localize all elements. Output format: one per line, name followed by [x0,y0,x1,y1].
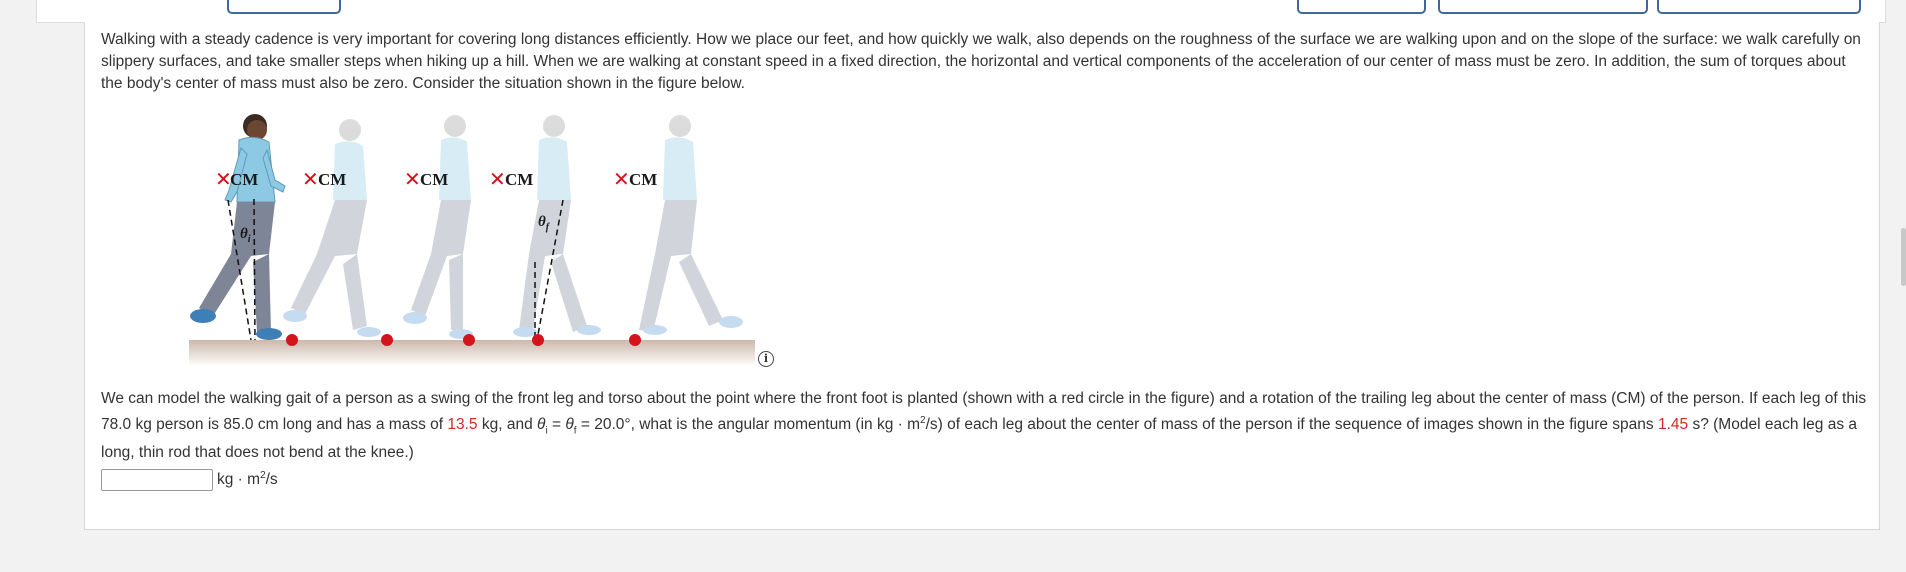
time-value: 1.45 [1657,416,1689,434]
svg-text:✕: ✕ [215,167,232,191]
header-strip [36,0,1886,23]
toolbar-button-3[interactable] [1438,0,1648,14]
pivot-dot [286,334,298,346]
walking-figure [185,104,755,366]
cm-marker-4 [489,167,533,191]
question-paragraph: We can model the walking gait of a person as a swing of the front leg and torso about the point where the front foot is planted (shown with a red circle in the figure) and a rotation of the trailing leg about the center of mass (CM) of the person. If each leg of this 78.0 kg person is 85.0 cm long and has a mass of 13.5 kg, and $\theta_i = \theta_f = 20.0^\circ$, what is the angular momentum (in kg · $m^2/s$) of each leg about the center of mass of the person if the sequence of images shown in the figure spans 1.45 s? (Model each leg as a long, thin rod that does not bend at the knee.) [101,390,1867,462]
toolbar-button-2[interactable] [1297,0,1426,14]
cm-marker-2 [302,167,346,191]
answer-unit: kg · $m^2/s$ [217,470,278,489]
toolbar-button-1[interactable] [227,0,341,14]
svg-text:CM: CM [230,170,259,189]
theta-f-label: $\theta_f$ [538,214,550,233]
svg-text:✕: ✕ [489,167,506,191]
vertical-reference-line-i [254,199,255,340]
info-icon[interactable]: i [758,351,774,367]
walker-frame-1 [190,114,285,340]
pivot-dot [463,334,475,346]
svg-text:✕: ✕ [404,167,421,191]
pivot-dot [532,334,544,346]
pivot-dot [629,334,641,346]
svg-text:✕: ✕ [302,167,319,191]
answer-row [101,468,278,492]
svg-text:CM: CM [505,170,534,189]
svg-text:CM: CM [318,170,347,189]
scrollbar-thumb[interactable] [1901,228,1906,286]
answer-input[interactable] [101,469,213,491]
svg-text:CM: CM [420,170,449,189]
toolbar-button-4[interactable] [1657,0,1861,14]
pivot-dot [381,334,393,346]
cm-marker-5 [613,167,657,191]
walker-frame-3 [403,115,473,339]
intro-paragraph: Walking with a steady cadence is very important for covering long distances efficiently. How we place our feet, and how quickly we walk, also depends on the roughness of the surface we are walking upon and on the slope of the surface: we walk carefully on slippery surfaces, and take smaller steps when hiking up a hill. When we are walking at constant speed in a fixed direction, the horizontal and vertical components of the acceleration of our center of mass must be zero. In addition, the sum of torques about the body's center of mass must also be zero. Consider the situation shown in the figure below. [101,31,1861,92]
svg-text:CM: CM [629,170,658,189]
walker-frame-4 [513,115,601,337]
walker-frame-5 [639,115,743,335]
cm-marker-1 [215,167,258,191]
svg-text:✕: ✕ [613,167,630,191]
leg-mass-value: 13.5 [447,416,478,434]
walker-frame-2 [283,119,381,337]
cm-marker-3 [404,167,448,191]
theta-i-label: $\theta_i$ [240,226,251,245]
